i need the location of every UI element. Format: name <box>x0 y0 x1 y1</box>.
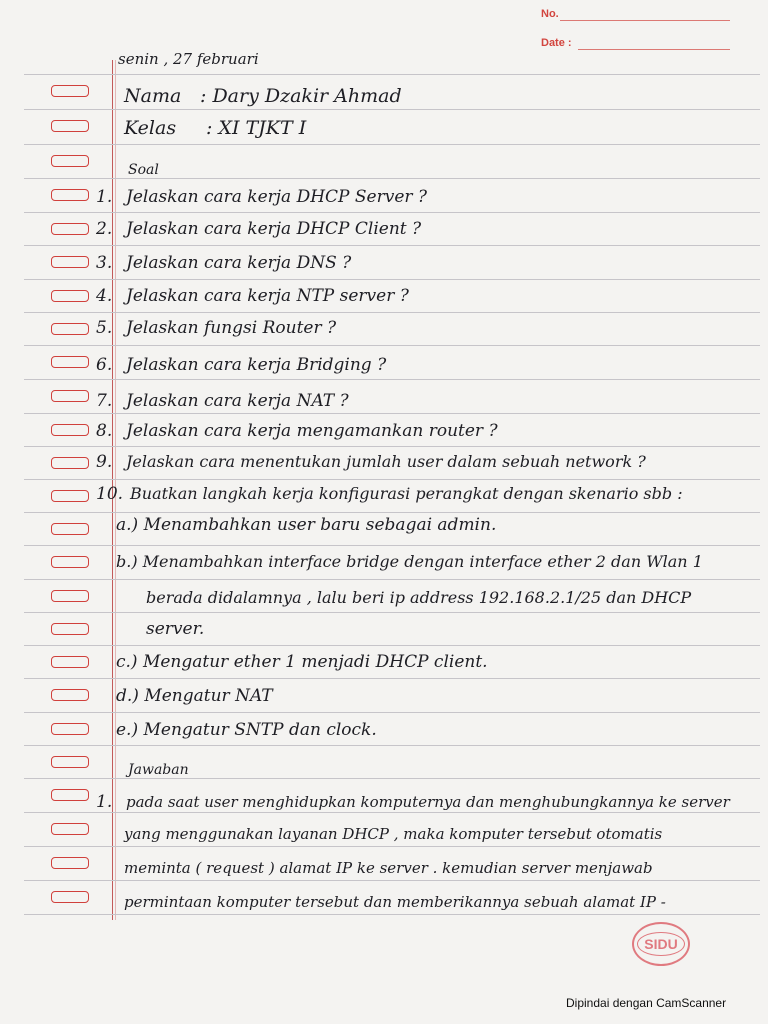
question-number: 10. <box>96 484 124 504</box>
ruled-line <box>24 479 760 480</box>
no-label: No. <box>541 8 559 20</box>
ruled-line <box>24 413 760 414</box>
ruled-line <box>24 579 760 580</box>
sub-item: c.) Mengatur ether 1 menjadi DHCP client. <box>116 652 488 672</box>
question-number: 5. <box>96 318 113 338</box>
ruled-line <box>24 446 760 447</box>
answer-line: yang menggunakan layanan DHCP , maka komputer tersebut otomatis <box>124 825 663 843</box>
question-text: Buatkan langkah kerja konfigurasi perangkat dengan skenario sbb : <box>130 484 683 503</box>
no-line <box>560 20 730 21</box>
sub-item: berada didalamnya , lalu beri ip address 192.168.2.1/25 dan DHCP <box>146 588 692 607</box>
date-label: Date : <box>541 37 572 49</box>
question-number: 7. <box>96 391 113 411</box>
ruled-line <box>24 846 760 847</box>
ruled-line <box>24 212 760 213</box>
margin-checkbox <box>51 756 89 768</box>
answer-line: permintaan komputer tersebut dan memberikannya sebuah alamat IP - <box>124 893 666 911</box>
class-value: : XI TJKT I <box>206 117 307 139</box>
publisher-stamp <box>632 922 690 966</box>
answer-line: pada saat user menghidupkan komputernya dan menghubungkannya ke server <box>126 793 730 811</box>
jawaban-heading: Jawaban <box>128 762 189 778</box>
ruled-line <box>24 245 760 246</box>
margin-checkbox <box>51 689 89 701</box>
margin-checkbox <box>51 789 89 801</box>
question-number: 9. <box>96 452 113 472</box>
ruled-line <box>24 74 760 75</box>
margin-checkbox <box>51 85 89 97</box>
margin-checkbox <box>51 223 89 235</box>
ruled-line <box>24 379 760 380</box>
ruled-line <box>24 914 760 915</box>
ruled-line <box>24 279 760 280</box>
margin-checkbox <box>51 656 89 668</box>
ruled-line <box>24 745 760 746</box>
margin-checkbox <box>51 390 89 402</box>
ruled-line <box>24 312 760 313</box>
margin-checkbox <box>51 155 89 167</box>
question-number: 6. <box>96 355 113 375</box>
question-text: Jelaskan cara kerja NTP server ? <box>126 286 409 306</box>
margin-checkbox <box>51 490 89 502</box>
soal-heading: Soal <box>128 162 159 178</box>
margin-checkbox <box>51 356 89 368</box>
class-label: Kelas <box>124 117 177 139</box>
scanner-watermark: Dipindai dengan CamScanner <box>566 996 727 1010</box>
margin-checkbox <box>51 623 89 635</box>
margin-checkbox <box>51 323 89 335</box>
margin-checkbox <box>51 857 89 869</box>
stamp-text: SIDU <box>637 932 684 956</box>
question-number: 1. <box>96 187 113 207</box>
margin-checkbox <box>51 523 89 535</box>
ruled-line <box>24 678 760 679</box>
ruled-line <box>24 345 760 346</box>
answer-line: meminta ( request ) alamat IP ke server . kemudian server menjawab <box>124 859 653 877</box>
question-text: Jelaskan cara kerja DHCP Client ? <box>126 219 422 239</box>
ruled-line <box>24 545 760 546</box>
margin-checkbox <box>51 723 89 735</box>
question-number: 3. <box>96 253 113 273</box>
margin-checkbox <box>51 290 89 302</box>
sub-item: b.) Menambahkan interface bridge dengan interface ether 2 dan Wlan 1 <box>116 552 703 571</box>
question-text: Jelaskan cara kerja DNS ? <box>126 253 352 273</box>
margin-checkbox <box>51 120 89 132</box>
margin-checkbox <box>51 424 89 436</box>
sub-item: server. <box>146 619 205 639</box>
question-text: Jelaskan cara kerja DHCP Server ? <box>126 187 428 207</box>
note-date: senin , 27 februari <box>118 50 259 68</box>
answer-number: 1. <box>96 792 113 812</box>
ruled-line <box>24 612 760 613</box>
ruled-line <box>24 880 760 881</box>
date-line <box>578 49 730 50</box>
margin-checkbox <box>51 823 89 835</box>
question-number: 2. <box>96 219 113 239</box>
sub-item: e.) Mengatur SNTP dan clock. <box>116 720 377 740</box>
margin-checkbox <box>51 189 89 201</box>
ruled-line <box>24 712 760 713</box>
name-label: Nama <box>124 85 182 107</box>
margin-checkbox <box>51 556 89 568</box>
question-number: 8. <box>96 421 113 441</box>
name-value: : Dary Dzakir Ahmad <box>200 85 402 107</box>
ruled-line <box>24 512 760 513</box>
ruled-line <box>24 109 760 110</box>
question-text: Jelaskan cara kerja mengamankan router ? <box>126 421 498 441</box>
margin-checkbox <box>51 457 89 469</box>
question-text: Jelaskan cara menentukan jumlah user dalam sebuah network ? <box>126 452 646 471</box>
margin-checkbox <box>51 256 89 268</box>
sub-item: a.) Menambahkan user baru sebagai admin. <box>116 515 497 535</box>
question-text: Jelaskan cara kerja Bridging ? <box>126 355 387 375</box>
ruled-line <box>24 645 760 646</box>
ruled-line <box>24 812 760 813</box>
question-number: 4. <box>96 286 113 306</box>
sub-item: d.) Mengatur NAT <box>116 686 273 706</box>
question-text: Jelaskan cara kerja NAT ? <box>126 391 349 411</box>
ruled-line <box>24 144 760 145</box>
question-text: Jelaskan fungsi Router ? <box>126 318 337 338</box>
margin-checkbox <box>51 590 89 602</box>
margin-checkbox <box>51 891 89 903</box>
